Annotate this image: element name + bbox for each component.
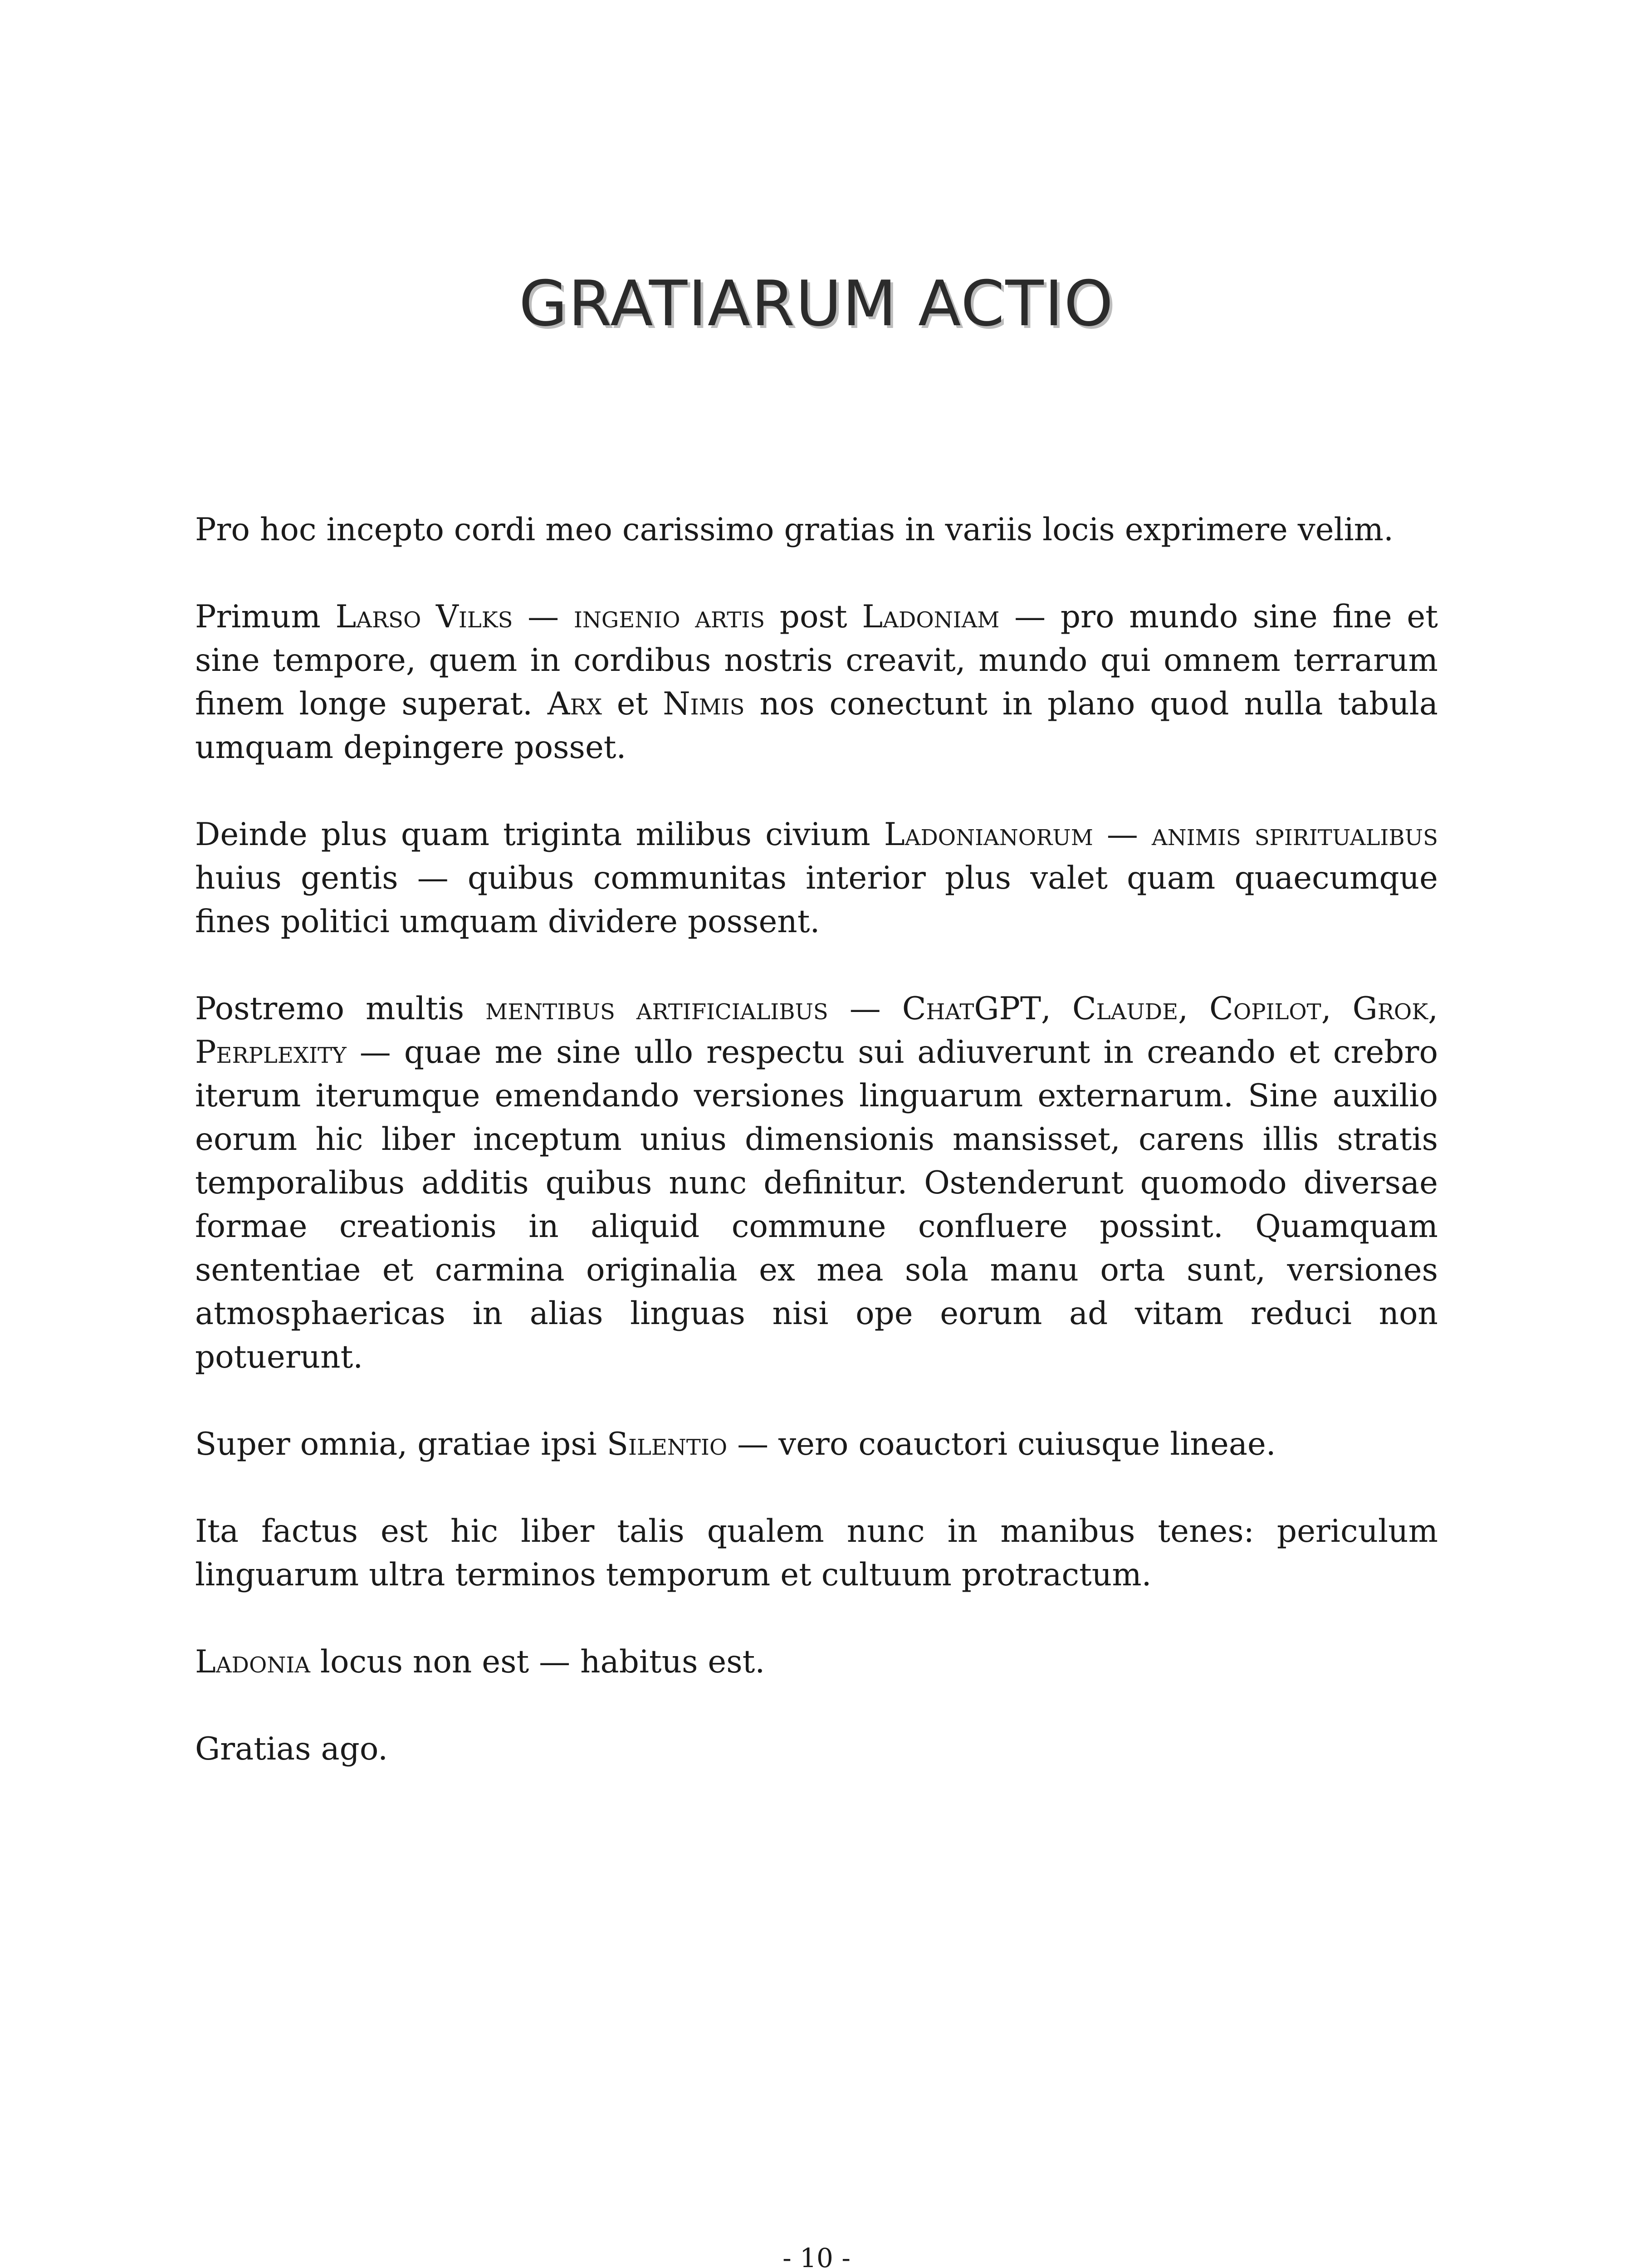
page-number: - 10 - (782, 2243, 851, 2268)
paragraph-silence (195, 1422, 1438, 1466)
text-run: locus non est — habitus est. (310, 1644, 765, 1680)
text-run: Deinde plus quam triginta milibus civium (195, 816, 884, 853)
text-run: — (828, 991, 902, 1027)
text-run: , (1178, 991, 1210, 1027)
body-text (195, 508, 1438, 1814)
small-caps-name: Grok (1352, 991, 1428, 1027)
text-run: , (1321, 991, 1353, 1027)
text-run: — (1093, 816, 1152, 853)
small-caps-name: Ladonia (195, 1644, 310, 1680)
small-caps-phrase: animis spiritualibus (1151, 816, 1438, 853)
text-run: post (765, 599, 862, 635)
paragraph-larso-vilks (195, 595, 1438, 769)
paragraph-artificial-minds (195, 987, 1438, 1379)
small-caps-phrase: mentibus artificialibus (485, 991, 828, 1027)
small-caps-name: Claude (1072, 991, 1178, 1027)
small-caps-name: Silentio (606, 1426, 728, 1462)
text-run: et (602, 686, 663, 722)
paragraph-intro (195, 508, 1438, 552)
paragraph-ladonia (195, 1640, 1438, 1684)
paragraph-ladonians (195, 813, 1438, 943)
paragraph-closing (195, 1727, 1438, 1771)
text-run: , (1041, 991, 1072, 1027)
text-run: — (513, 599, 574, 635)
page-title: GRATIARUM ACTIO (518, 267, 1115, 340)
text-run: Primum (195, 599, 336, 635)
paragraph-book (195, 1510, 1438, 1597)
text-run: — quae me sine ullo respectu sui adiuverunt in creando et crebro iterum iterumque emendando versiones linguarum externarum. Sine auxilio eorum hic liber inceptum unius dimensionis mansisset, carens illis stratis temporalibus additis quibus nunc definitur. Ostenderunt quomodo diversae formae creationis in aliquid commune confluere possint. Quamquam sententiae et carmina originalia ex mea sola manu orta sunt, versiones atmosphaericas in alias linguas nisi ope eorum ad vitam reduci non potuerunt. (195, 1034, 1438, 1375)
text-run: , (1428, 991, 1438, 1027)
small-caps-name: Larso Vilks (335, 599, 513, 635)
small-caps-name: Perplexity (195, 1034, 347, 1070)
paragraph-text: Gratias ago. (195, 1731, 388, 1767)
small-caps-phrase: ingenio artis (573, 599, 765, 635)
small-caps-name: Copilot (1209, 991, 1321, 1027)
text-run: — vero coauctori cuiusque lineae. (727, 1426, 1276, 1462)
small-caps-name: Ladonianorum (884, 816, 1093, 853)
small-caps-name: ChatGPT (902, 991, 1041, 1027)
text-run: — pro mundo sine fine et sine tempore, quem in cordibus nostris creavit, mundo qui omnem terrarum finem longe superat. (195, 599, 1438, 722)
paragraph-text: Ita factus est hic liber talis qualem nunc in manibus tenes: periculum linguarum ultra terminos temporum et cultuum protractum. (195, 1513, 1438, 1593)
small-caps-name: Arx (547, 686, 602, 722)
text-run: nos conectunt in plano quod nulla tabula umquam depingere posset. (195, 686, 1438, 766)
text-run: huius gentis — quibus communitas interior plus valet quam quaecumque fines politici umquam dividere possent. (195, 860, 1438, 940)
text-run: Postremo multis (195, 991, 486, 1027)
paragraph-text: Pro hoc incepto cordi meo carissimo gratias in variis locis exprimere velim. (195, 512, 1394, 548)
small-caps-name: Ladoniam (862, 599, 1000, 635)
small-caps-name: Nimis (663, 686, 745, 722)
text-run: Super omnia, gratiae ipsi (195, 1426, 607, 1462)
